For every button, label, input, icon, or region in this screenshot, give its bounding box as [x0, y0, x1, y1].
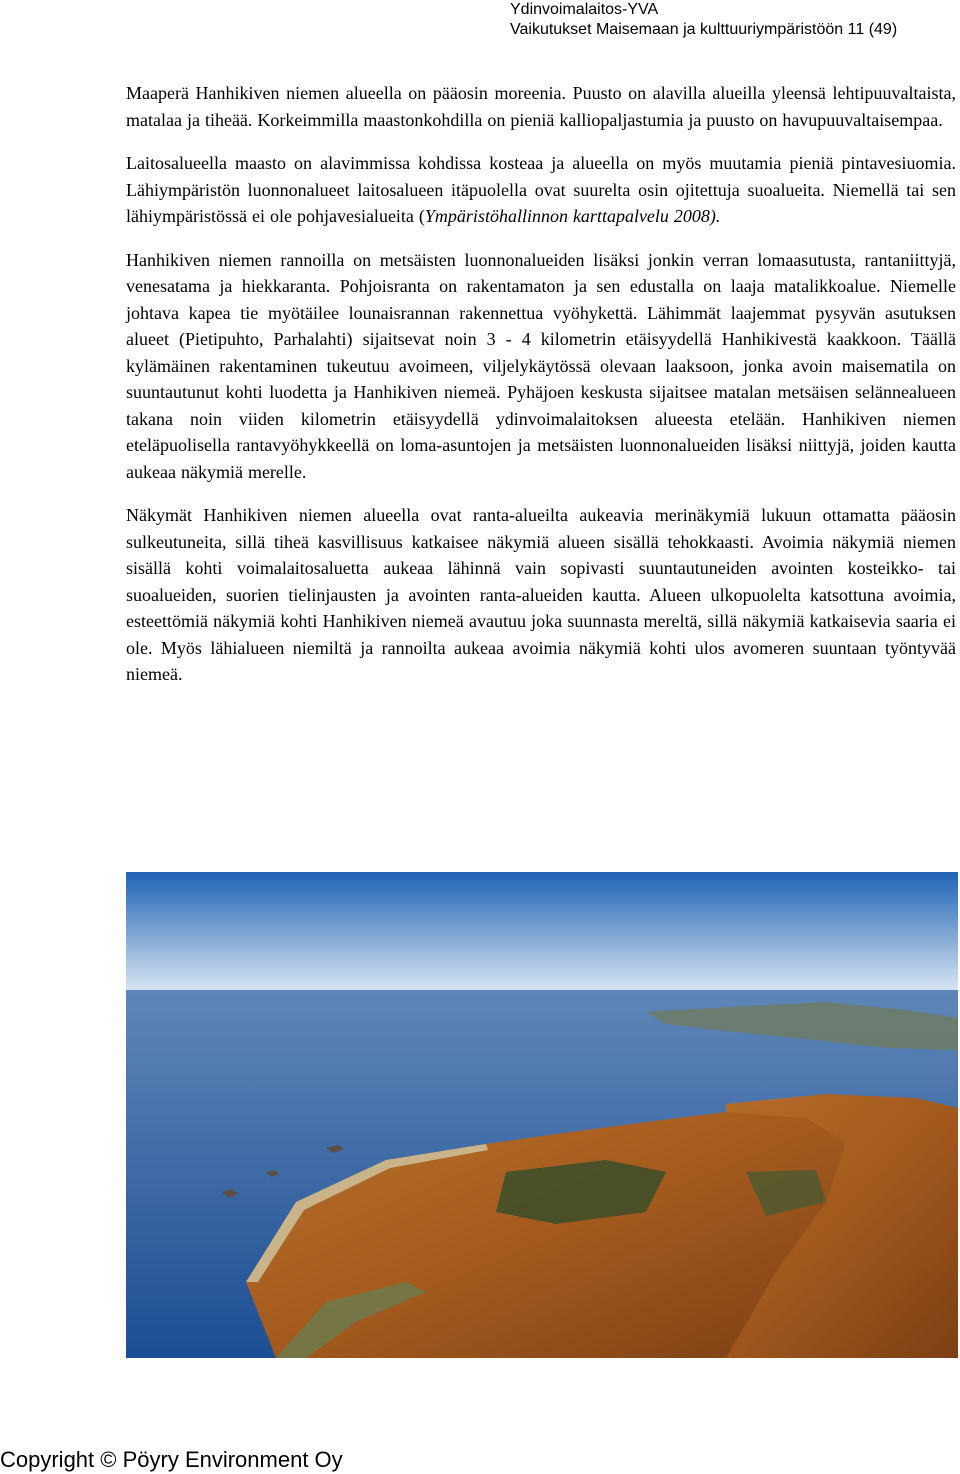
paragraph-views: Näkymät Hanhikiven niemen alueella ovat ranta-alueilta aukeavia merinäkymiä lukuun ottamatta pääosin sulkeutuneita, sillä tiheä kasvillisuus katkaisee näkymiä alueen sisällä tehokkaasti. Avoimia näkymiä niemen sisällä kohti voimalaitosaluetta aukeaa lähinnä vain sopivasti suuntautuneiden avointen kosteikko- tai suoalueiden, suorien tielinjausten ja avointen ranta-alueiden kautta. Alueen ulkopuolelta katsottuna avoimia, esteettömiä näkymiä kohti Hanhikiven niemeä avautuu joka suunnasta mereltä, sillä näkymiä katkaisevia saaria ei ole. Myös lähialueen niemiltä ja rannoilta aukeaa avoimia näkymiä kohti ulos avomeren suuntaan työntyvää niemeä. [126, 505, 956, 684]
paragraph-soil-and-trees: Maaperä Hanhikiven niemen alueella on pääosin moreenia. Puusto on alavilla alueilla yleensä lehtipuuvaltaista, matalaa ja tiheää. Korkeimmilla maastonkohdilla on pieniä kalliopaljastumia ja puusto on havupuuvaltaisempaa. [126, 83, 956, 130]
aerial-photo-hanhikivi-peninsula [126, 872, 958, 1358]
source-citation: Ympäristöhallinnon karttapalvelu 2008). [424, 206, 721, 226]
paragraph-plant-area-text: Laitosalueella maasto on alavimmissa kohdissa kosteaa ja alueella on myös muutamia pieniä pintavesiuomia. Lähiympäristön luonnonalueet laitosalueen itäpuolella ovat suurelta osin ojitettuja suoalueita. Niemellä tai sen lähiympäristössä ei ole pohjavesialueita ( [126, 153, 956, 226]
paragraph-shores-and-settlement: Hanhikiven niemen rannoilla on metsäisten luonnonalueiden lisäksi jonkin verran lomaasutusta, rantaniittyjä, venesatama ja hiekkaranta. Pohjoisranta on rakentamaton ja sen edustalla on laaja matalikkoalue. Niemelle johtava kapea tie myötäilee lounaisrannan rakennettua vyöhykettä. Lähimmät laajemmat pysyvän asutuksen alueet (Pietipuhto, Parhalahti) sijaitsevat noin 3 - 4 kilometrin etäisyydellä Hanhikivestä kaakkoon. Täällä kylämäinen rakentaminen tukeutuu avoimeen, viljelykäytössä olevaan laaksoon, jonka avoin maisematila on suuntautunut kohti luodetta ja Hanhikiven niemeä. Pyhäjoen keskusta sijaitsee matalan metsäisen selännealueen takana noin viiden kilometrin etäisyydellä ydinvoimalaitoksen alueesta etelään. Hanhikiven niemen eteläpuolisella rantavyöhykkeellä on loma-asuntojen ja metsäisten luonnonalueiden lisäksi niittyjä, joiden kautta aukeaa näkymiä merelle. [126, 249, 956, 482]
paragraph-plant-area-terrain [126, 150, 956, 230]
header-section-and-page: Vaikutukset Maisemaan ja kulttuuriympäristöön 11 (49) [510, 21, 898, 38]
header-document-title: Ydinvoimalaitos-YVA [510, 1, 659, 18]
page-header [510, 0, 897, 40]
sky [126, 872, 958, 992]
copyright-footer: Copyright © Pöyry Environment Oy [0, 1447, 343, 1472]
document-body [126, 80, 956, 688]
